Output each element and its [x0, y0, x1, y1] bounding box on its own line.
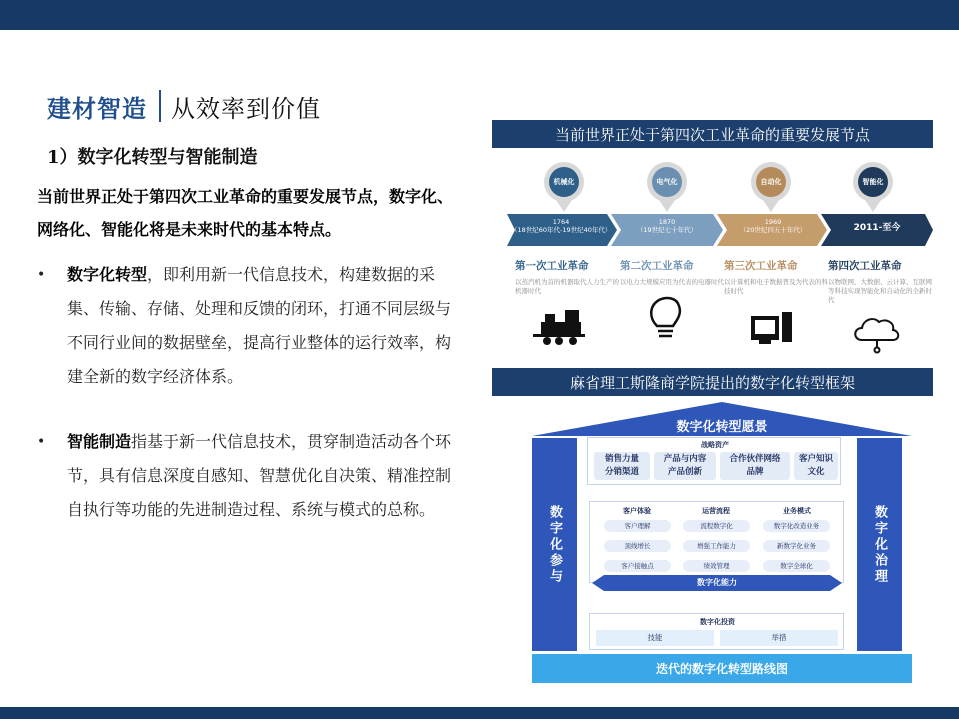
- strategy-item: [594, 452, 650, 480]
- era-name: 第二次工业革命: [620, 260, 694, 272]
- ops-cell: 数字全球化: [763, 560, 830, 572]
- title-divider: [159, 90, 161, 122]
- capability-label: 数字化能力: [697, 578, 737, 587]
- section-heading: 1）数字化转型与智能制造: [47, 147, 258, 168]
- ops-cell: 顶线增长: [604, 540, 671, 552]
- ops-cell: 客户理解: [604, 520, 671, 532]
- bullet-marker: •: [37, 434, 46, 450]
- lead-paragraph: 当前世界正处于第四次工业革命的重要发展节点，数字化、网络化、智能化将是未来时代的基本特点。: [37, 187, 454, 239]
- ops-cell: 流程数字化: [683, 520, 750, 532]
- bullet-keyword: 智能制造: [67, 432, 132, 451]
- mit-framework: [532, 400, 912, 683]
- strategy-item: [794, 452, 838, 480]
- digital-investment: [589, 613, 844, 650]
- pin-badge-1: [544, 162, 584, 212]
- framework-vision: 数字化转型愿景: [676, 420, 768, 435]
- bullet-keyword: 数字化转型: [67, 265, 148, 284]
- era-desc: 以计算机和电子数据普及为代表的科技时代: [724, 278, 828, 295]
- arrow-year: 1870: [658, 218, 676, 226]
- pillar-digital-governance: 数字化治理: [857, 438, 902, 651]
- era-first: [515, 258, 620, 296]
- era-name: 第三次工业革命: [724, 260, 798, 272]
- train-icon: [533, 310, 585, 345]
- ops-cell: 新数字化业务: [763, 540, 830, 552]
- badge-label-3: 自动化: [760, 178, 782, 186]
- operations-grid: [589, 501, 844, 583]
- era-desc: 以物联网、大数据、云计算、互联网等科技实现智能化和自动化的全新时代: [828, 278, 932, 304]
- pin-badge-4: [853, 162, 893, 212]
- computer-icon: [751, 312, 792, 344]
- strategy-item-line: 产品与内容: [663, 454, 707, 464]
- bullet-smart-manufacturing: [37, 425, 462, 527]
- page-title: [47, 86, 321, 126]
- era-desc: 以蒸汽机为首的机器取代人力生产的机器时代: [515, 278, 619, 295]
- arrow-year: 2011-至今: [853, 223, 901, 233]
- ops-header: 业务模式: [783, 507, 811, 515]
- strategic-assets: [587, 437, 841, 485]
- invest-cell: 举措: [720, 630, 838, 646]
- arrow-year: 1764: [552, 218, 570, 226]
- pin-badge-3: [751, 162, 791, 212]
- ops-cell: 绩效管理: [683, 560, 750, 572]
- ops-cell: 增强工作能力: [683, 540, 750, 552]
- bullet-marker: •: [37, 267, 46, 283]
- badge-label-2: 电气化: [656, 178, 678, 186]
- arrow-range: （20世纪四五十年代）: [739, 226, 807, 234]
- era-name: 第四次工业革命: [828, 260, 902, 272]
- strategy-item-line: 分销渠道: [604, 467, 639, 477]
- era-name: 第一次工业革命: [515, 260, 589, 272]
- strategy-title: 战略资产: [701, 441, 729, 449]
- ops-header: 运营流程: [702, 507, 730, 515]
- badge-label-4: 智能化: [862, 178, 884, 186]
- strategy-item-line: 产品创新: [667, 467, 702, 477]
- bullet-body: 指基于新一代信息技术，贯穿制造活动各个环节，具有信息深度自感知、智慧优化自决策、精准控制自执行等功能的先进制造过程、系统与模式的总称。: [67, 432, 452, 519]
- pillar-digital-engagement: 数字化参与: [532, 438, 577, 651]
- roadmap-banner: 迭代的数字化转型路线图: [532, 654, 912, 683]
- strategy-item-line: 客户知识: [798, 454, 833, 464]
- bullet-body: ，即利用新一代信息技术，构建数据的采集、传输、存储、处理和反馈的闭环，打通不同层级与不同行业间的数据壁垒，提高行业整体的运行效率，构建全新的数字经济体系。: [67, 265, 452, 386]
- strategy-item: [720, 452, 790, 480]
- strategy-item-line: 文化: [807, 467, 825, 477]
- ops-cell: 客户接触点: [604, 560, 671, 572]
- lightbulb-icon: [651, 298, 680, 336]
- strategy-item-line: 合作伙伴网络: [729, 454, 781, 464]
- arrow-year-2: [617, 218, 717, 234]
- era-second: [620, 258, 725, 287]
- strategy-item-line: 品牌: [746, 467, 764, 477]
- arrow-year: 1969: [764, 218, 782, 226]
- top-banner: [0, 0, 959, 30]
- timeline-panel-title: 当前世界正处于第四次工业革命的重要发展节点: [492, 120, 933, 148]
- arrow-year-1: [511, 218, 611, 234]
- invest-title: 数字化投资: [700, 618, 735, 626]
- badge-label-1: 机械化: [553, 178, 575, 186]
- pin-badge-2: [647, 162, 687, 212]
- era-desc: 以电力大规模应用为代表的电器时代: [620, 278, 724, 286]
- bullet-text: [67, 258, 462, 394]
- strategy-item: [654, 452, 716, 480]
- revolution-timeline: [507, 150, 933, 365]
- bottom-banner: [0, 707, 959, 719]
- arrow-year-3: [723, 218, 823, 234]
- title-sub: 从效率到价值: [171, 94, 321, 123]
- ops-header: 客户体验: [623, 507, 651, 515]
- invest-cell: 技能: [596, 630, 714, 646]
- bullet-digital-transformation: [37, 258, 462, 394]
- framework-panel-title: 麻省理工斯隆商学院提出的数字化转型框架: [492, 368, 933, 396]
- arrow-range: （19世纪七十年代）: [636, 226, 698, 234]
- era-fourth: [828, 258, 933, 305]
- era-third: [724, 258, 829, 296]
- arrow-year-4: [827, 224, 927, 232]
- arrow-range: （18世纪60年代-19世纪40年代）: [511, 226, 612, 234]
- title-main: 建材智造: [47, 93, 147, 123]
- cloud-icon: [855, 319, 898, 352]
- bullet-text: [67, 425, 462, 527]
- strategy-item-line: 销售力量: [604, 454, 639, 464]
- ops-cell: 数字化改造业务: [763, 520, 830, 532]
